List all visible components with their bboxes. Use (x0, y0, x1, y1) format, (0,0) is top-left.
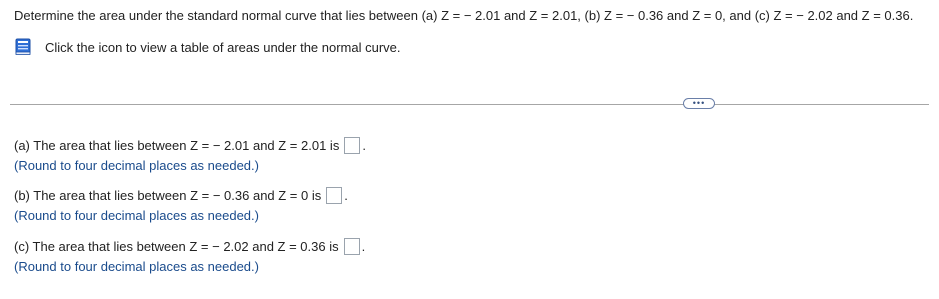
part-c (14, 237, 365, 274)
question-text: Determine the area under the standard normal curve that lies between (a) Z = − 2.01 and Z = 2.01, (b) Z = − 0.36 and Z = 0, and (c) Z = − 2.02 and Z = 0.36. (14, 8, 914, 23)
section-divider (10, 104, 929, 105)
part-b-prompt: (b) The area that lies between Z = − 0.36 and Z = 0 is (14, 187, 322, 203)
part-a-answer-input[interactable] (344, 137, 360, 154)
part-a-prompt: (a) The area that lies between Z = − 2.01 and Z = 2.01 is (14, 137, 340, 153)
book-icon[interactable] (14, 38, 34, 56)
part-a-hint: (Round to four decimal places as needed.) (14, 158, 259, 173)
part-c-prompt: (c) The area that lies between Z = − 2.02 and Z = 0.36 is (14, 238, 339, 254)
part-a-period: . (362, 137, 366, 153)
part-b-answer-input[interactable] (326, 187, 342, 204)
part-b (14, 186, 348, 223)
part-b-period: . (344, 187, 348, 203)
more-options-button[interactable]: ••• (683, 98, 715, 109)
part-a (14, 136, 366, 173)
part-b-hint: (Round to four decimal places as needed.) (14, 208, 259, 223)
part-c-answer-input[interactable] (344, 238, 360, 255)
part-c-period: . (361, 238, 366, 254)
part-c-hint: (Round to four decimal places as needed.) (14, 259, 259, 274)
normal-table-link-label[interactable]: Click the icon to view a table of areas under the normal curve. (45, 39, 401, 55)
normal-table-link[interactable] (14, 38, 401, 56)
